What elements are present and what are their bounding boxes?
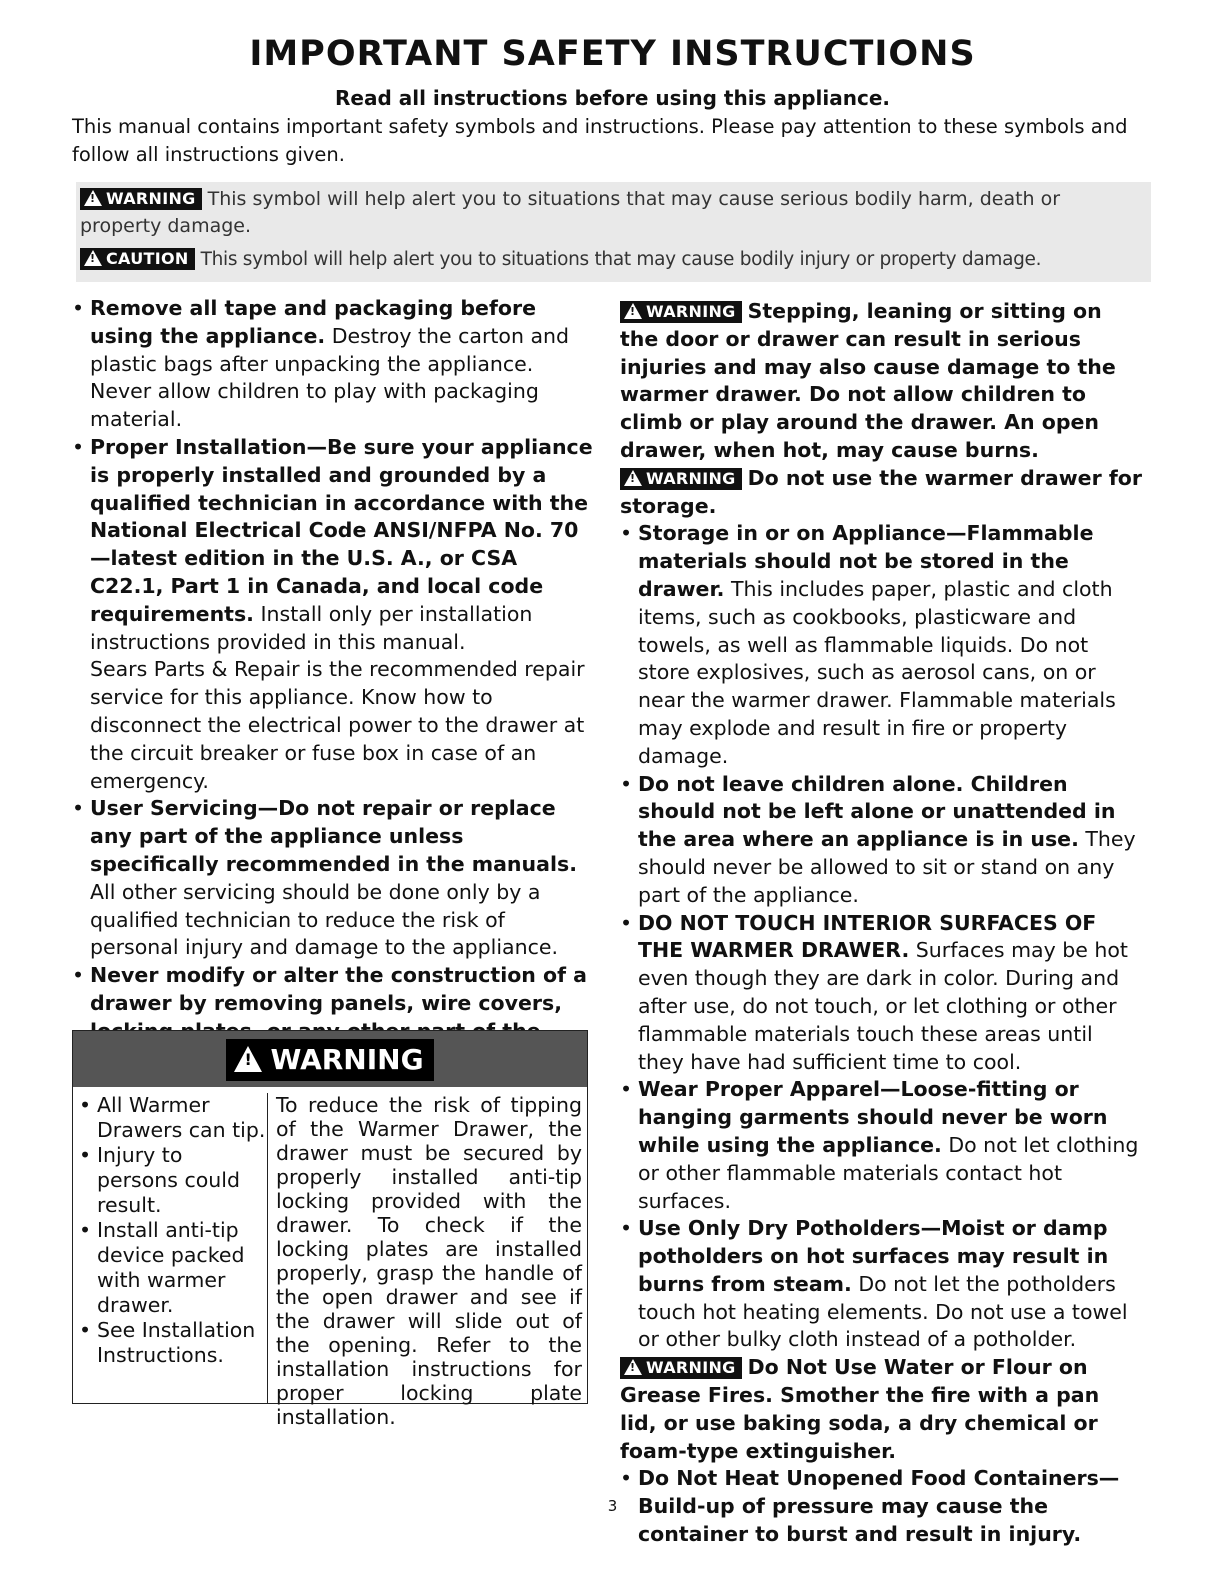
warning-symbol-text: This symbol will help alert you to situations that may cause serious bodily harm, death or property damage. — [80, 188, 1061, 237]
right-instruction-list — [620, 520, 1142, 1354]
warning-box-header — [73, 1031, 587, 1087]
list-item: • Never modify or alter the construction of a drawer by removing panels, wire covers, — [72, 962, 597, 1073]
list-item: • DO NOT TOUCH INTERIOR SURFACES OF THE WARMER DRAWER. Surfaces may be hot even though they are dark in color. During and after use, do not touch, or let clothing or other flammable materials touch these areas until they have had sufficient time to cool. — [620, 910, 1142, 1077]
list-item: • Wear Proper Apparel—Loose-fitting or hanging garments should never be worn while using the appliance. Do not let clothing or other flammable materials contact hot surfaces. — [620, 1076, 1142, 1215]
intro-text: This manual contains important safety symbols and instructions. Please pay attention to these symbols and follow all instructions given. — [72, 115, 1128, 166]
warning-badge: !WARNING — [620, 1357, 742, 1379]
warning-badge: !WARNING — [620, 468, 742, 490]
symbol-legend — [76, 182, 1151, 282]
warning-triangle-icon — [624, 470, 642, 486]
left-instruction-list — [72, 295, 597, 1073]
page-title: IMPORTANT SAFETY INSTRUCTIONS — [249, 34, 976, 74]
list-item: • User Servicing—Do not repair or replace any part of the appliance unless specifically recommended in the manuals. All other servicing should be done only by a qualified technician to reduce the risk of personal injury and damage to the appliance. — [72, 795, 597, 962]
list-item: • Do Not Heat Unopened Food Containers—Build-up of pressure may cause the container to burst and result in injury. — [620, 1465, 1142, 1548]
warning-badge: !WARNING — [80, 188, 202, 210]
left-column — [72, 295, 597, 1073]
warning-triangle-icon — [624, 303, 642, 319]
divider — [267, 1093, 268, 1403]
list-item: • See Installation Instructions. — [79, 1318, 269, 1368]
list-item: • Do not leave children alone. Children should not be left alone or unattended in the area where an appliance is in use. They should never be allowed to sit or stand on any part of the appliance. — [620, 771, 1142, 910]
caution-badge: !CAUTION — [80, 248, 195, 270]
list-item: • Storage in or on Appliance—Flammable materials should not be stored in the drawer. This includes paper, plastic and cloth items, such as cookbooks, plasticware and towels, as well as flammable liquids. Do not store explosives, such as aerosol cans, on or near the warmer drawer. Flammable materials may explode and result in fire or property damage. — [620, 520, 1142, 770]
list-item: Sears Parts & Repair is the recommended repair service for this appliance. Know how to disconnect the electrical power to the drawer at the circuit breaker or fuse box in case of an emergency. — [90, 657, 585, 793]
warning-box-text: To reduce the risk of tipping of the Warmer Drawer, the drawer must be secured by properly installed anti-tip locking provided with the drawer. To check if the locking plates are installed properly, grasp the handle of the open drawer and see if the drawer will slide out of the opening. Refer to the installation instructions for proper locking plate installation. — [276, 1093, 582, 1429]
page-subtitle: Read all instructions before using this appliance. — [334, 86, 891, 110]
page-number: 3 — [607, 1497, 618, 1515]
list-item: • Remove all tape and packaging before using the appliance. Destroy the carton and plastic bags after unpacking the appliance. Never allow children to play with packaging material. — [72, 295, 597, 434]
warning-triangle-icon — [234, 1046, 262, 1072]
right-column — [620, 298, 1142, 1549]
warning-storage: !WARNING Do not use the warmer drawer for storage. — [620, 465, 1142, 521]
warning-box-badge: !WARNING — [226, 1039, 433, 1081]
warning-triangle-icon — [84, 190, 102, 206]
warning-symbol-line — [80, 186, 1140, 240]
warning-grease-fires: !WARNING Do Not Use Water or Flour on Grease Fires. Smother the fire with a pan lid, or use baking soda, a dry chemical or foam-type extinguisher. — [620, 1354, 1142, 1465]
caution-symbol-line — [80, 246, 1150, 273]
list-item: • All Warmer Drawers can tip. — [79, 1093, 269, 1143]
caution-symbol-text: This symbol will help alert you to situations that may cause bodily injury or property damage. — [200, 249, 1042, 270]
list-item: • Use Only Dry Potholders—Moist or damp potholders on hot surfaces may result in burns from steam. Do not let the potholders touch hot heating elements. Do not use a towel or other bulky cloth instead of a potholder. — [620, 1215, 1142, 1354]
list-item: • Install anti-tip device packed with warmer drawer. — [79, 1218, 269, 1318]
warning-box-bullets — [79, 1093, 269, 1368]
list-item: • Proper Installation—Be sure your appliance is properly installed and grounded by a qualified technician in accordance with the National Electrical Code ANSI/NFPA No. 70—latest edition in the U.S. A., or CSA C22.1, Part 1 in Canada, and local code requirements. Install only per installation instructions provided in this manual. — [72, 434, 597, 656]
warning-badge: !WARNING — [620, 301, 742, 323]
warning-triangle-icon — [624, 1359, 642, 1375]
tip-over-warning-box — [72, 1030, 588, 1429]
caution-triangle-icon — [84, 250, 102, 266]
list-item: • Injury to persons could result. — [79, 1143, 269, 1218]
warning-stepping: !WARNING Stepping, leaning or sitting on the door or drawer can result in serious injuries and may also cause damage to the warmer drawer. Do not allow children to climb or play around the drawer. An open drawer, when hot, may cause burns. — [620, 298, 1142, 465]
